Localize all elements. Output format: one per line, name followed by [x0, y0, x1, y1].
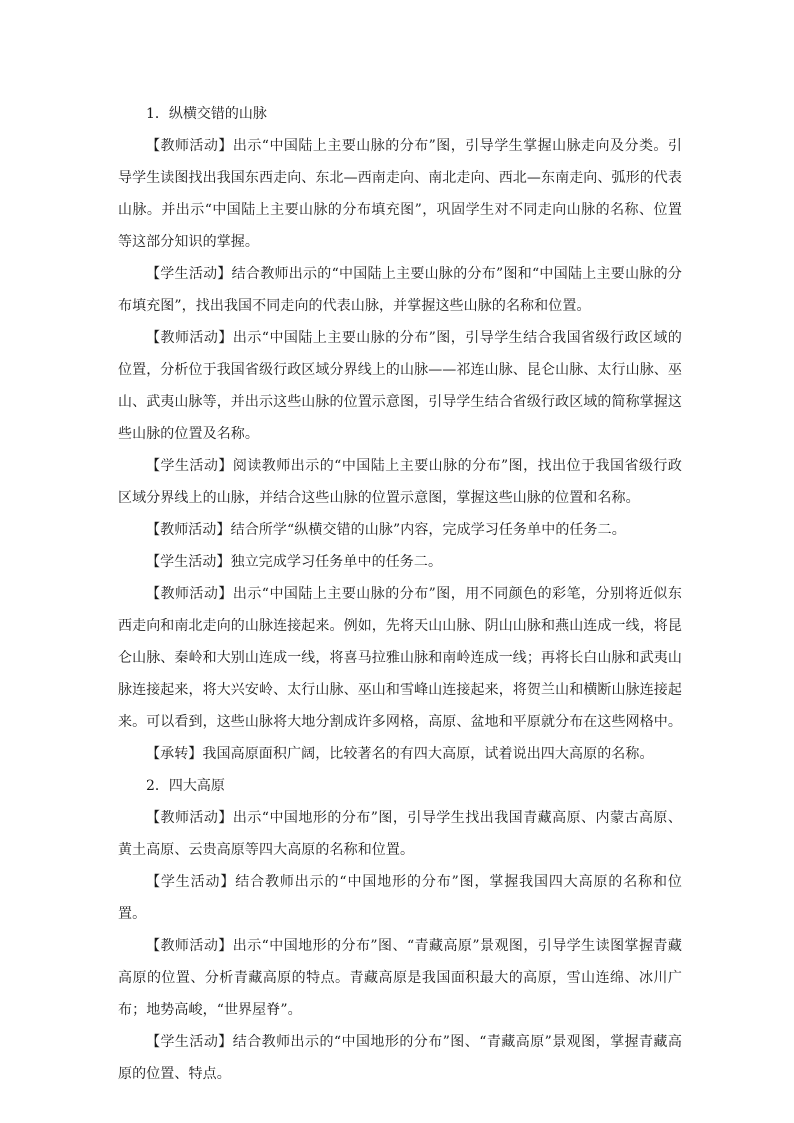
paragraph: [118, 578, 682, 738]
paragraph-text: 结合教师出示的“中国地形的分布”图、“青藏高原”景观图，掌握青藏高原的位置、特点。: [118, 1034, 682, 1082]
paragraph: [118, 514, 682, 546]
paragraph-text: 我国高原面积广阔，比较著名的有四大高原，试着说出四大高原的名称。: [202, 746, 654, 762]
paragraph: [118, 546, 682, 578]
activity-tag: 【教师活动】: [146, 810, 233, 826]
activity-tag: 【教师活动】: [146, 586, 233, 602]
paragraph-text: 出示“中国地形的分布”图，引导学生找出我国青藏高原、内蒙古高原、黄土高原、云贵高原等四大高原的名称和位置。: [118, 810, 682, 858]
paragraph: [118, 130, 682, 258]
activity-tag: 【教师活动】: [146, 938, 233, 954]
paragraph: [118, 866, 682, 930]
activity-tag: 【学生活动】: [146, 458, 233, 474]
paragraph-text: 结合所学“纵横交错的山脉”内容，完成学习任务单中的任务二。: [230, 522, 626, 538]
section-heading-plateaus: 2．四大高原: [146, 778, 225, 794]
activity-tag: 【学生活动】: [146, 1034, 233, 1050]
paragraph-text: 独立完成学习任务单中的任务二。: [230, 554, 443, 570]
activity-tag: 【教师活动】: [146, 522, 231, 538]
activity-tag: 【教师活动】: [146, 330, 233, 346]
paragraph-text: 出示“中国陆上主要山脉的分布”图，用不同颜色的彩笔，分别将近似东西走向和南北走向的山脉连接起来。例如，先将天山山脉、阴山山脉和燕山连成一线，将昆仑山脉、秦岭和大别山连成一线，将喜马拉雅山脉和南岭连成一线；再将长白山脉和武夷山脉连接起来，将大兴安岭、太行山脉、巫山和雪峰山连接起来，将贺兰山和横断山脉连接起来。可以看到，这些山脉将大地分割成许多网格，高原、盆地和平原就分布在这些网格中。: [118, 586, 682, 730]
activity-tag: 【学生活动】: [146, 266, 232, 282]
paragraph: [118, 258, 682, 322]
document-body: [118, 98, 682, 1090]
paragraph: [118, 930, 682, 1026]
paragraph: [118, 1026, 682, 1090]
paragraph-text: 出示“中国陆上主要山脉的分布”图，引导学生掌握山脉走向及分类。引导学生读图找出我国东西走向、东北—西南走向、南北走向、西北—东南走向、弧形的代表山脉。并出示“中国陆上主要山脉的分布填充图”，巩固学生对不同走向山脉的名称、位置等这部分知识的掌握。: [118, 138, 682, 250]
paragraph-text: 出示“中国陆上主要山脉的分布”图，引导学生结合我国省级行政区域的位置，分析位于我国省级行政区域分界线上的山脉——祁连山脉、昆仑山脉、太行山脉、巫山、武夷山脉等，并出示这些山脉的位置示意图，引导学生结合省级行政区域的简称掌握这些山脉的位置及名称。: [118, 330, 682, 442]
paragraph-text: 阅读教师出示的“中国陆上主要山脉的分布”图，找出位于我国省级行政区域分界线上的山脉，并结合这些山脉的位置示意图，掌握这些山脉的位置和名称。: [118, 458, 682, 506]
paragraph: [118, 450, 682, 514]
transition-tag: 【承转】: [146, 746, 203, 762]
paragraph-text: 出示“中国地形的分布”图、“青藏高原”景观图，引导学生读图掌握青藏高原的位置、分析青藏高原的特点。青藏高原是我国面积最大的高原，雪山连绵、冰川广布；地势高峻，“世界屋脊”。: [118, 938, 682, 1018]
paragraph-text: 结合教师出示的“中国地形的分布”图，掌握我国四大高原的名称和位置。: [118, 874, 682, 922]
paragraph: [118, 738, 682, 770]
activity-tag: 【学生活动】: [146, 874, 236, 890]
paragraph-text: 结合教师出示的“中国陆上主要山脉的分布”图和“中国陆上主要山脉的分布填充图”，找出我国不同走向的代表山脉，并掌握这些山脉的名称和位置。: [118, 266, 682, 314]
paragraph: [118, 322, 682, 450]
activity-tag: 【学生活动】: [146, 554, 231, 570]
activity-tag: 【教师活动】: [146, 138, 233, 154]
paragraph: [118, 802, 682, 866]
section-heading-mountains: 1．纵横交错的山脉: [146, 106, 267, 122]
